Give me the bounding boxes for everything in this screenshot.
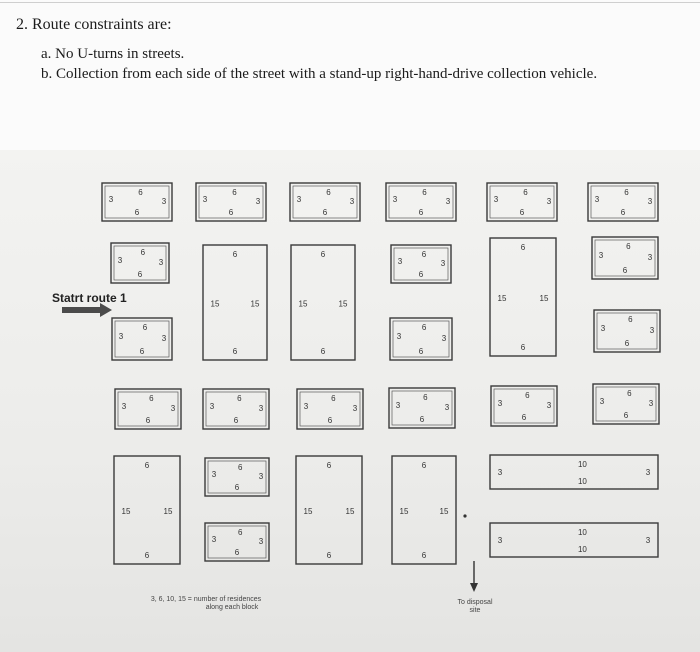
residence-count: 3 bbox=[202, 195, 208, 204]
residence-count: 6 bbox=[421, 551, 427, 560]
residence-count: 10 bbox=[577, 460, 587, 469]
residence-count: 3 bbox=[546, 401, 552, 410]
residence-count: 6 bbox=[237, 394, 242, 403]
residence-count: 6 bbox=[331, 394, 336, 403]
residence-count: 15 bbox=[210, 299, 220, 309]
legend-line1: 3, 6, 10, 15 = number of residences bbox=[150, 596, 262, 603]
residence-count: 3 bbox=[493, 195, 499, 204]
residence-count: 15 bbox=[345, 507, 355, 516]
residence-count: 6 bbox=[423, 393, 428, 402]
residence-count: 3 bbox=[352, 404, 358, 413]
residence-count: 6 bbox=[418, 270, 424, 279]
residence-count: 6 bbox=[623, 411, 629, 420]
residence-count: 6 bbox=[138, 188, 143, 197]
residence-count: 6 bbox=[326, 188, 331, 197]
residence-count: 6 bbox=[421, 461, 427, 470]
residence-count: 15 bbox=[298, 299, 308, 309]
residence-count: 6 bbox=[620, 208, 626, 217]
residence-count: 3 bbox=[258, 471, 264, 481]
residence-count: 3 bbox=[395, 401, 401, 410]
residence-count: 6 bbox=[149, 394, 154, 403]
residence-count: 3 bbox=[397, 257, 403, 266]
residence-count: 6 bbox=[627, 389, 632, 398]
residence-count: 15 bbox=[399, 507, 409, 516]
residence-count: 10 bbox=[577, 545, 587, 554]
residence-count: 3 bbox=[392, 195, 398, 204]
residence-count: 3 bbox=[444, 403, 450, 412]
residence-count: 15 bbox=[338, 299, 348, 309]
residence-count: 6 bbox=[237, 463, 243, 472]
residence-count: 3 bbox=[108, 195, 114, 204]
residence-count: 15 bbox=[539, 294, 549, 303]
residence-count: 6 bbox=[232, 250, 238, 259]
residence-count: 3 bbox=[600, 324, 606, 333]
residence-count: 6 bbox=[145, 416, 151, 425]
residence-count: 15 bbox=[497, 294, 507, 303]
residence-count: 6 bbox=[140, 248, 146, 257]
city-block bbox=[490, 455, 658, 489]
residence-count: 3 bbox=[117, 256, 123, 265]
residence-count: 3 bbox=[645, 468, 651, 477]
street-marker-dot bbox=[463, 514, 466, 517]
residence-count: 3 bbox=[594, 195, 600, 204]
residence-count: 6 bbox=[628, 315, 633, 324]
residence-count: 3 bbox=[647, 253, 653, 263]
residence-count: 3 bbox=[647, 196, 653, 206]
residence-count: 6 bbox=[421, 323, 427, 332]
residence-count: 6 bbox=[234, 483, 240, 492]
residence-count: 6 bbox=[520, 343, 526, 352]
residence-count: 15 bbox=[439, 507, 449, 516]
residence-count: 6 bbox=[419, 415, 425, 424]
residence-count: 3 bbox=[258, 536, 264, 546]
residence-count: 6 bbox=[237, 528, 243, 537]
disposal-label-line1: To disposal bbox=[457, 599, 493, 606]
residence-count: 6 bbox=[421, 250, 427, 259]
residence-count: 6 bbox=[232, 347, 238, 356]
residence-count: 6 bbox=[418, 347, 424, 356]
start-route-label: Statrt route 1 bbox=[52, 291, 127, 305]
residence-count: 6 bbox=[523, 188, 528, 197]
residence-count: 15 bbox=[121, 507, 131, 516]
residence-count: 3 bbox=[497, 536, 503, 545]
residence-count: 3 bbox=[121, 402, 127, 411]
residence-count: 6 bbox=[418, 208, 424, 217]
legend-line2: along each block bbox=[205, 604, 259, 611]
city-blocks bbox=[102, 183, 660, 564]
residence-count: 6 bbox=[144, 551, 150, 560]
residence-count: 3 bbox=[648, 399, 654, 408]
residence-count: 6 bbox=[525, 391, 530, 400]
residence-count: 6 bbox=[320, 250, 326, 259]
residence-count: 6 bbox=[322, 208, 328, 217]
question-title: 2. Route constraints are: bbox=[16, 16, 172, 33]
residence-count: 3 bbox=[255, 196, 261, 206]
residence-count: 6 bbox=[320, 347, 326, 356]
residence-count: 6 bbox=[134, 208, 140, 217]
residence-count: 3 bbox=[396, 332, 402, 341]
residence-count: 3 bbox=[440, 258, 446, 268]
residence-count: 6 bbox=[142, 323, 148, 332]
constraint-a: a. No U-turns in streets. bbox=[41, 46, 185, 62]
residence-count: 6 bbox=[626, 242, 631, 251]
residence-count: 6 bbox=[228, 208, 234, 217]
residence-count: 3 bbox=[497, 468, 503, 477]
start-route-arrow bbox=[62, 303, 112, 317]
city-block bbox=[490, 523, 658, 557]
residence-count: 3 bbox=[161, 334, 167, 344]
residence-count: 3 bbox=[158, 258, 164, 267]
residence-count: 3 bbox=[118, 332, 124, 341]
residence-count: 6 bbox=[139, 347, 145, 356]
residence-count: 3 bbox=[349, 196, 355, 206]
residence-count: 6 bbox=[137, 270, 143, 279]
residence-count: 3 bbox=[649, 326, 655, 336]
residence-count-labels bbox=[109, 188, 655, 560]
residence-count: 6 bbox=[622, 266, 628, 275]
residence-count: 3 bbox=[546, 196, 552, 206]
residence-count: 3 bbox=[211, 470, 217, 479]
residence-count: 3 bbox=[599, 397, 605, 406]
residence-count: 15 bbox=[250, 299, 260, 309]
disposal-arrow bbox=[470, 561, 478, 592]
residence-count: 10 bbox=[577, 528, 587, 537]
residence-count: 3 bbox=[598, 251, 604, 260]
residence-count: 6 bbox=[422, 188, 427, 197]
residence-count: 3 bbox=[497, 399, 503, 408]
disposal-label-line2: site bbox=[469, 607, 481, 614]
residence-count: 6 bbox=[519, 208, 525, 217]
constraint-b: b. Collection from each side of the street with a stand-up right-hand-drive collection vehicle. bbox=[41, 66, 598, 82]
residence-count: 15 bbox=[303, 507, 313, 516]
residence-count: 3 bbox=[209, 402, 215, 411]
residence-count: 6 bbox=[521, 413, 527, 422]
residence-count: 6 bbox=[326, 551, 332, 560]
residence-count: 6 bbox=[144, 461, 150, 470]
residence-count: 6 bbox=[327, 416, 333, 425]
residence-count: 3 bbox=[161, 196, 167, 206]
residence-count: 6 bbox=[232, 188, 237, 197]
residence-count: 3 bbox=[211, 535, 217, 544]
residence-count: 3 bbox=[303, 402, 309, 411]
residence-count: 3 bbox=[441, 334, 447, 344]
residence-count: 3 bbox=[296, 195, 302, 204]
residence-count: 3 bbox=[445, 196, 451, 206]
residence-count: 15 bbox=[163, 507, 173, 516]
residence-count: 10 bbox=[577, 477, 587, 486]
residence-count: 6 bbox=[520, 243, 526, 252]
residence-count: 3 bbox=[258, 404, 264, 413]
residence-count: 6 bbox=[624, 339, 630, 348]
residence-count: 3 bbox=[170, 404, 176, 413]
residence-count: 6 bbox=[624, 188, 629, 197]
residence-count: 6 bbox=[233, 416, 239, 425]
residence-count: 6 bbox=[234, 548, 240, 557]
residence-count: 6 bbox=[326, 461, 332, 470]
residence-count: 3 bbox=[645, 536, 651, 545]
